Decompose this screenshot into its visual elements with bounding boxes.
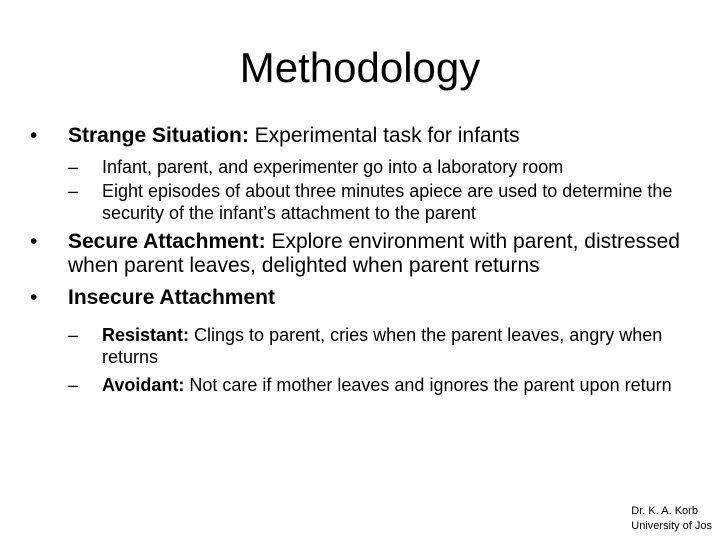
dash-icon: – <box>68 181 79 201</box>
subitem-text: Infant, parent, and experimenter go into a laboratory room <box>102 157 564 177</box>
sublist-insecure-attachment <box>30 324 700 396</box>
footer-institution: University of Jos <box>631 520 712 532</box>
bullet-term: Secure Attachment: <box>68 230 266 253</box>
subitem-text: Clings to parent, cries when the parent leaves, angry when returns <box>102 325 663 367</box>
subitem-term: Avoidant: <box>102 375 185 395</box>
subitem-avoidant <box>30 374 700 396</box>
bullet-text: Experimental task for infants <box>248 124 520 147</box>
subitem-term: Resistant: <box>102 325 190 345</box>
slide-title: Methodology <box>239 44 481 91</box>
subitem-text: Not care if mother leaves and ignores the parent upon return <box>184 375 672 395</box>
dash-icon: – <box>68 325 79 345</box>
bullet-icon: • <box>30 124 38 147</box>
subitem-eight-episodes <box>30 180 700 224</box>
subitem-resistant <box>30 324 700 368</box>
bullet-text: Explore environment with parent, distressed when parent leaves, delighted when parent returns <box>68 230 680 277</box>
subitem-text: Eight episodes of about three minutes apiece are used to determine the security of the infant’s attachment to the parent <box>102 181 673 223</box>
bullet-secure-attachment <box>30 230 700 278</box>
bullet-strange-situation <box>30 124 700 148</box>
bullet-term: Strange Situation: <box>68 124 249 147</box>
dash-icon: – <box>68 375 79 395</box>
footer-credit <box>631 504 712 534</box>
slide-content <box>30 124 700 402</box>
footer-author: Dr. K. A. Korb <box>631 505 698 517</box>
bullet-term: Insecure Attachment <box>68 286 275 309</box>
dash-icon: – <box>68 157 79 177</box>
bullet-icon: • <box>30 230 38 253</box>
bullet-insecure-attachment <box>30 286 700 310</box>
subitem-laboratory-room <box>30 156 700 178</box>
bullet-icon: • <box>30 286 38 309</box>
sublist-strange-situation <box>30 156 700 224</box>
